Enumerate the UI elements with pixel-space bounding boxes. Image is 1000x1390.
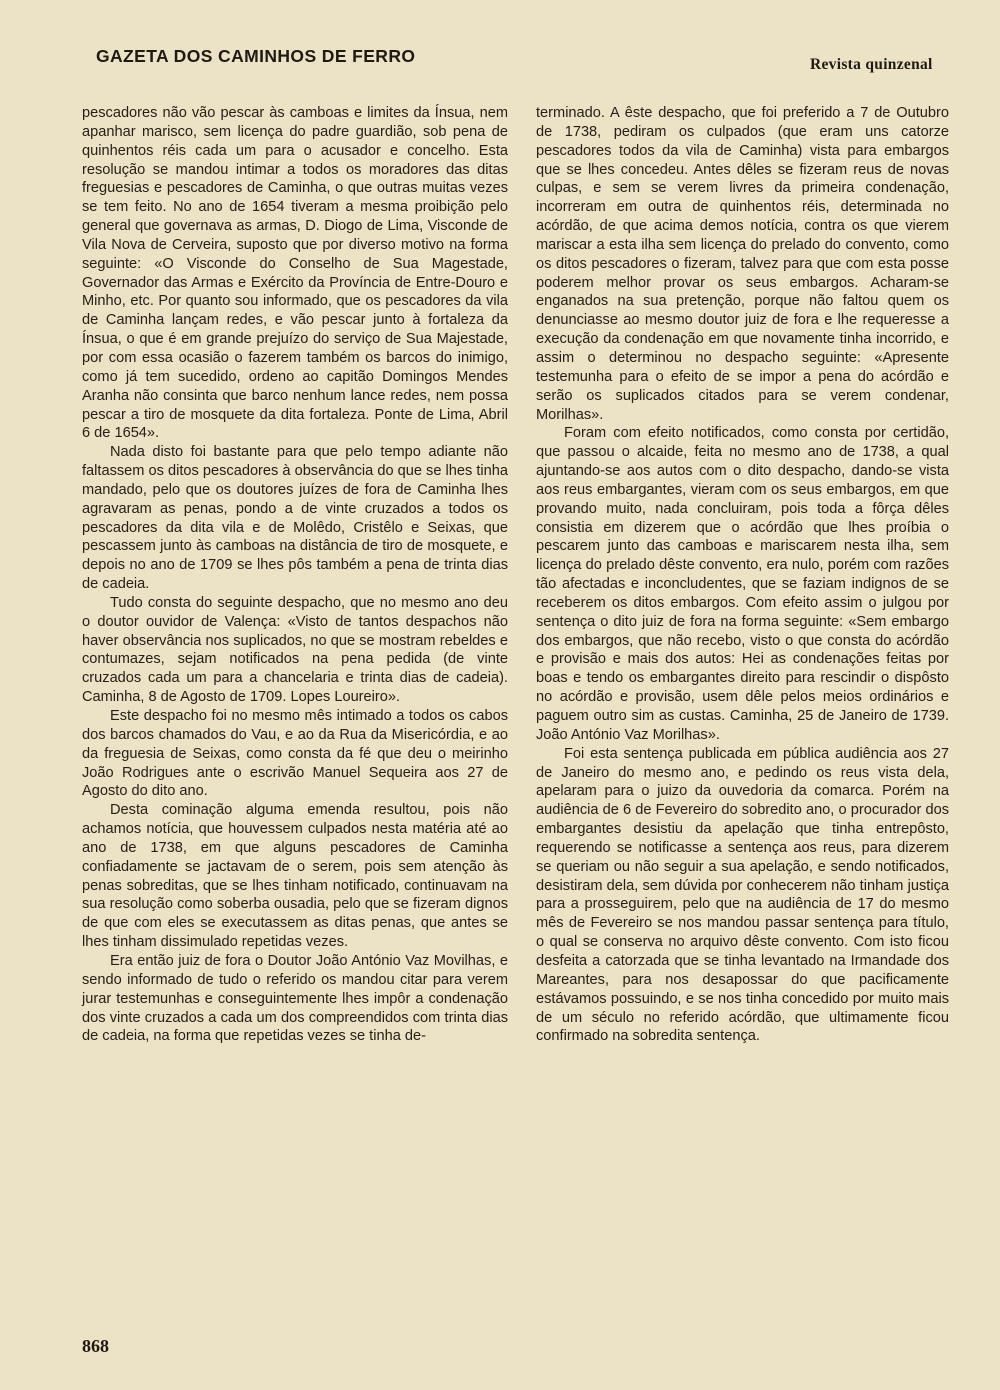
paragraph: Tudo consta do seguinte despacho, que no mesmo ano deu o doutor ouvidor de Valença: «Visto de tantos despachos não haver observância nos suplicados, no que se mostram rebeldes e contumazes, sejam notificados na pena pedida (de vinte cruzados cada um para a chancelaria e trinta dias de cadeia). Caminha, 8 de Agosto de 1709. Lopes Loureiro». xyxy=(82,594,508,706)
paragraph: Foram com efeito notificados, como consta por certidão, que passou o alcaide, feita no mesmo ano de 1738, a qual ajuntando-se aos autos com o dito despacho, dando-se vista aos reus embargantes, vieram com os seus embargos, em que provando muito, nada concluiram, pois toda a fôrça dêles consistia em dizerem que o acórdão que lhes proíbia o pescarem junto das camboas e mariscarem nesta ilha, sem licença do prelado dêste convento, era nulo, porém com razões tão afectadas e inconcludentes, que se faziam indignos de se receberem os ditos embargos. Com efeito assim o julgou por sentença o dito juiz de fora na forma seguinte: «Sem embargo dos embargos, que não recebo, visto o que consta do acórdão e provisão e mais dos autos: Hei as condenações feitas por boas e tendo os embargantes direito para rescindir o dispôsto no acórdão e provisão, usem dêle pelos meios ordinários e paguem outro sim as custas. Caminha, 25 de Janeiro de 1739. João António Vaz Morilhas». xyxy=(536,425,949,743)
paragraph: Foi esta sentença publicada em pública audiência aos 27 de Janeiro do mesmo ano, e pedindo os reus vista dela, apelaram para o juizo da ouvedoria da comarca. Porém na audiência de 6 de Fevereiro do sobredito ano, o procurador dos embargantes desistiu da apelação que tinha entrepôsto, requerendo se notificasse a sentença aos reus, para dizerem se queriam ou não seguir a sua apelação, e sendo notificados, desistiram dela, sem dúvida por conhecerem não tinham justiça para a prosseguirem, pelo que na audiência de 17 do mesmo mês de Fevereiro se nos mandou passar sentença para título, o qual se conserva no arquivo dêste convento. Com isto ficou desfeita a catorzada que se tinha levantado na Irmandade dos Mareantes, para nos desapossar do que pacificamente estávamos possuindo, e se nos tinha concedido por muito mais de um século no referido acórdão, que ultimamente ficou confirmado na sobredita sentença. xyxy=(536,745,949,1045)
left-column xyxy=(82,104,508,1046)
right-column xyxy=(536,104,949,1046)
journal-subtitle: Revista quinzenal xyxy=(810,56,933,73)
paragraph: terminado. A êste despacho, que foi preferido a 7 de Outubro de 1738, pediram os culpados (que eram uns catorze pescadores todos da vila de Caminha) vista para embargos que se lhes concedeu. Antes dêles se fizeram reus de novas culpas, e sem se verem livres da primeira condenação, incorreram em outra de quinhentos réis, determinada no acórdão, de que acima demos notícia, contra os que vierem mariscar a esta ilha sem licença do prelado do convento, como os ditos pescadores o fizeram, talvez para que com esta posse poderem melhor provar os seus embargos. Acharam-se enganados na sua pretenção, porque não faltou quem os denunciasse ao mesmo doutor juiz de fora e lhe requeresse a execução da condenação em que novamente tinha incorrido, e assim o determinou no despacho seguinte: «Apresente testemunha para o efeito de se impor a pena do acórdão e serão os suplicados citados para se verem condenar, Morilhas». xyxy=(536,105,949,423)
paragraph: Desta cominação alguma emenda resultou, pois não achamos notícia, que houvessem culpados nesta matéria até ao ano de 1738, em que alguns pescadores de Caminha confiadamente se jactavam de o serem, pois sem atenção às penas sobreditas, que se lhes tinham notificado, continuavam na sua resolução como soberba ousadia, pelo que se fizeram dignos de que com eles se executassem as ditas penas, que antes se lhes tinham dissimulado repetidas vezes. xyxy=(82,802,508,951)
page-number: 868 xyxy=(82,1336,109,1356)
paragraph: pescadores não vão pescar às camboas e limites da Ínsua, nem apanhar marisco, sem licença do padre guardião, sob pena de quinhentos réis cada um para o acusador e concelho. Esta resolução se mandou intimar a todos os moradores das ditas freguesias e pescadores de Caminha, o que outras muitas vezes se tem feito. No ano de 1654 tiveram a mesma proibição pelo general que governava as armas, D. Diogo de Lima, Visconde de Vila Nova de Cerveira, suposto que por diverso motivo na forma seguinte: «O Visconde do Conselho de Sua Magestade, Governador das Armas e Exército da Província de Entre-Douro e Minho, etc. Por quanto sou informado, que os pescadores da vila de Caminha lançam redes, e vão pescar junto à fortaleza da Ínsua, o que é em grande prejuízo do serviço de Sua Majestade, por com essa ocasião o fazerem também os barcos do inimigo, como já tem sucedido, ordeno ao capitão Domingos Mendes Aranha não consinta que barco nenhum lance redes, nem possa pescar a tiro de mosquete da dita fortaleza. Ponte de Lima, Abril 6 de 1654». xyxy=(82,105,508,442)
paragraph: Era então juiz de fora o Doutor João António Vaz Movilhas, e sendo informado de tudo o referido os mandou citar para verem jurar testemunhas e conseguintemente lhes impôr a condenação dos vinte cruzados a cada um dos compreendidos com trinta dias de cadeia, na forma que repetidas vezes se tinha de- xyxy=(82,952,508,1045)
journal-title: GAZETA DOS CAMINHOS DE FERRO xyxy=(96,46,416,66)
paragraph: Este despacho foi no mesmo mês intimado a todos os cabos dos barcos chamados do Vau, e ao da Rua da Misericórdia, e ao da freguesia de Seixas, como consta da fé que deu o meirinho João Rodrigues ante o escrivão Manuel Sequeira aos 27 de Agosto do dito ano. xyxy=(82,708,508,800)
paragraph: Nada disto foi bastante para que pelo tempo adiante não faltassem os ditos pescadores à observância do que se lhes tinha mandado, pelo que os doutores juízes de fora de Caminha lhes agravaram as penas, pondo a de vinte cruzados a todos os pescadores da dita vila e de Molêdo, Cristêlo e Seixas, que pescassem junto às camboas na distância de tiro de mosquete, e depois no ano de 1709 se lhes pôs também a pena de trinta dias de cadeia. xyxy=(82,444,508,593)
